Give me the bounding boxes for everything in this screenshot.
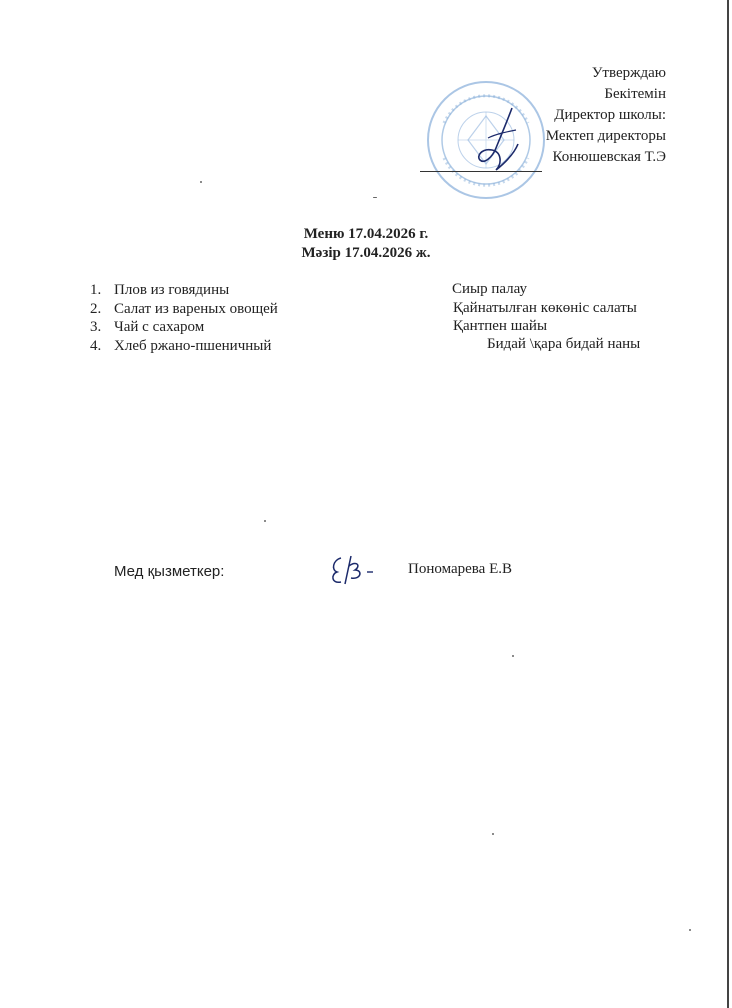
menu-item-kz: Бидай \қара бидай наны: [487, 336, 641, 352]
scan-speck: [689, 929, 691, 931]
scan-speck: [200, 181, 202, 183]
director-title-ru: Директор школы:: [554, 107, 666, 123]
menu-item-kz: Сиыр палау: [452, 281, 528, 297]
director-name: Конюшевская Т.Э: [552, 149, 666, 165]
medical-worker-name: Пономарева Е.В: [408, 561, 512, 577]
director-signature: [466, 104, 526, 174]
menu-item-number: 2.: [90, 300, 102, 317]
medical-worker-label: Мед қызметкер:: [114, 563, 225, 580]
signature-line: [420, 171, 542, 172]
menu-item-kz: Қантпен шайы: [453, 318, 548, 334]
menu-title-ru: Меню 17.04.2026 г.: [303, 226, 429, 242]
menu-item: [90, 337, 278, 356]
menu-item: [90, 281, 278, 300]
menu-item-name: Хлеб ржано-пшеничный: [114, 337, 272, 354]
director-title-kz: Мектеп директоры: [545, 128, 666, 144]
medical-worker-signature: [327, 552, 379, 588]
menu-item: [90, 300, 278, 319]
approval-line-kz: Бекітемін: [604, 86, 666, 102]
menu-item-kz: Қайнатылған көкөніс салаты: [453, 300, 637, 316]
approval-block: [546, 63, 666, 168]
approval-line-ru: Утверждаю: [591, 65, 666, 81]
page-edge-line: [727, 0, 729, 1008]
scan-speck: [512, 655, 514, 657]
menu-item-name: Плов из говядины: [114, 282, 230, 298]
menu-list-ru: [90, 281, 278, 355]
menu-item-number: 4.: [90, 337, 102, 354]
menu-item: [90, 318, 278, 337]
menu-item-name: Салат из вареных овощей: [114, 300, 278, 317]
menu-title-kz: Мәзір 17.04.2026 ж.: [301, 245, 431, 261]
scan-speck: [264, 520, 266, 522]
menu-item-name: Чай с сахаром: [114, 319, 205, 336]
scan-speck: [492, 833, 494, 835]
menu-item-number: 3.: [90, 319, 102, 336]
scan-speck: [373, 197, 377, 198]
menu-item-number: 1.: [90, 282, 102, 298]
